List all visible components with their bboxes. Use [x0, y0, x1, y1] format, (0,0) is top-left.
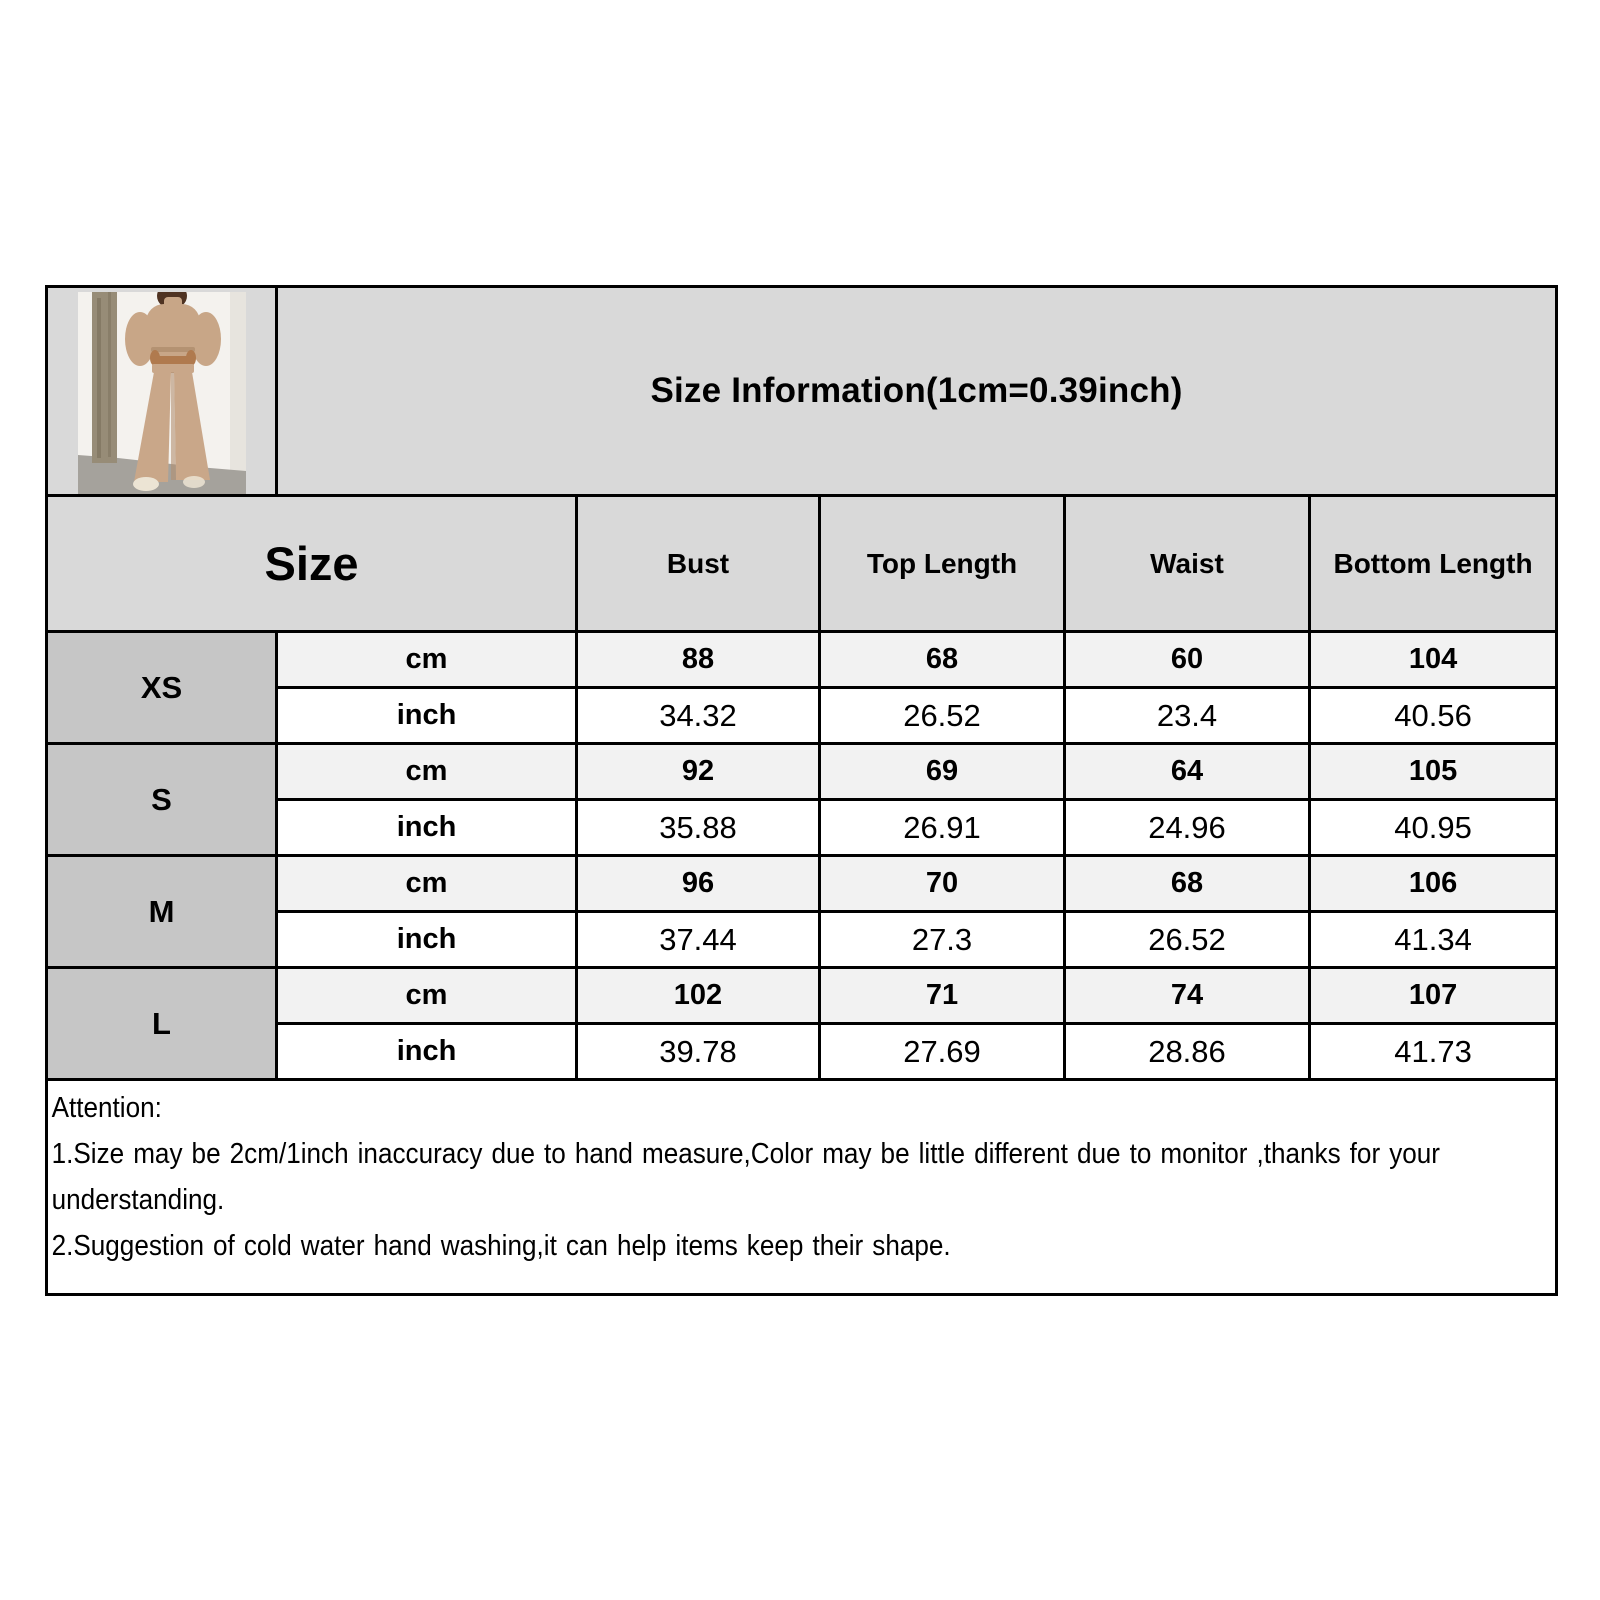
- attention-line-2: 2.Suggestion of cold water hand washing,it can help items keep their shape.: [51, 1230, 951, 1262]
- value-xs-bust-inch: 34.32: [577, 688, 820, 744]
- column-header-waist: Waist: [1065, 496, 1310, 632]
- model-left-shoe: [133, 477, 159, 491]
- size-table: [45, 285, 1558, 1296]
- column-header-row: [47, 496, 1557, 632]
- value-xs-waist-cm: 60: [1065, 632, 1310, 688]
- value-l-bust-cm: 102: [577, 968, 820, 1024]
- unit-label-inch: inch: [277, 688, 577, 744]
- table-row-l-cm: [47, 968, 1557, 1024]
- value-xs-bust-cm: 88: [577, 632, 820, 688]
- value-xs-bottom-length-cm: 104: [1310, 632, 1557, 688]
- column-header-top-length: Top Length: [820, 496, 1065, 632]
- value-xs-waist-inch: 23.4: [1065, 688, 1310, 744]
- value-s-top-length-inch: 26.91: [820, 800, 1065, 856]
- value-s-waist-inch: 24.96: [1065, 800, 1310, 856]
- photo-plank-grain: [97, 298, 101, 458]
- column-header-bust: Bust: [577, 496, 820, 632]
- size-label-m: M: [47, 856, 277, 968]
- page-title: Size Information(1cm=0.39inch): [277, 287, 1557, 496]
- unit-label-cm: cm: [277, 632, 577, 688]
- value-l-bust-inch: 39.78: [577, 1024, 820, 1080]
- size-label-xs: XS: [47, 632, 277, 744]
- value-xs-top-length-inch: 26.52: [820, 688, 1065, 744]
- value-l-waist-cm: 74: [1065, 968, 1310, 1024]
- value-m-bottom-length-inch: 41.34: [1310, 912, 1557, 968]
- photo-wall-shade: [230, 292, 246, 494]
- value-m-top-length-inch: 27.3: [820, 912, 1065, 968]
- value-s-bust-inch: 35.88: [577, 800, 820, 856]
- unit-label-inch: inch: [277, 1024, 577, 1080]
- attention-heading: Attention:: [51, 1092, 162, 1124]
- attention-cell: [47, 1080, 1557, 1295]
- value-xs-top-length-cm: 68: [820, 632, 1065, 688]
- unit-label-inch: inch: [277, 800, 577, 856]
- unit-label-inch: inch: [277, 912, 577, 968]
- attention-row: [47, 1080, 1557, 1295]
- unit-label-cm: cm: [277, 744, 577, 800]
- value-m-bust-inch: 37.44: [577, 912, 820, 968]
- table-row-xs-cm: [47, 632, 1557, 688]
- product-photo: [78, 292, 246, 494]
- value-l-waist-inch: 28.86: [1065, 1024, 1310, 1080]
- value-s-waist-cm: 64: [1065, 744, 1310, 800]
- size-label-s: S: [47, 744, 277, 856]
- table-row-s-cm: [47, 744, 1557, 800]
- value-m-bottom-length-cm: 106: [1310, 856, 1557, 912]
- value-m-waist-inch: 26.52: [1065, 912, 1310, 968]
- attention-line-1: 1.Size may be 2cm/1inch inaccuracy due to hand measure,Color may be little different due to monitor ,thanks for your understanding.: [51, 1138, 1440, 1216]
- attention-note: [48, 1081, 1557, 1269]
- value-l-top-length-cm: 71: [820, 968, 1065, 1024]
- value-l-bottom-length-cm: 107: [1310, 968, 1557, 1024]
- column-header-bottom-length: Bottom Length: [1310, 496, 1557, 632]
- value-m-top-length-cm: 70: [820, 856, 1065, 912]
- size-label-l: L: [47, 968, 277, 1080]
- value-s-bottom-length-cm: 105: [1310, 744, 1557, 800]
- value-m-bust-cm: 96: [577, 856, 820, 912]
- model-waistband: [152, 364, 194, 373]
- value-m-waist-cm: 68: [1065, 856, 1310, 912]
- photo-plank: [92, 292, 117, 463]
- size-header: Size: [47, 496, 577, 632]
- value-l-bottom-length-inch: 41.73: [1310, 1024, 1557, 1080]
- value-s-bottom-length-inch: 40.95: [1310, 800, 1557, 856]
- unit-label-cm: cm: [277, 968, 577, 1024]
- value-s-top-length-cm: 69: [820, 744, 1065, 800]
- photo-plank-grain: [108, 292, 111, 457]
- product-photo-cell: [47, 287, 277, 496]
- size-chart: [45, 285, 1558, 1296]
- value-l-top-length-inch: 27.69: [820, 1024, 1065, 1080]
- model-right-shoe: [183, 476, 205, 488]
- value-xs-bottom-length-inch: 40.56: [1310, 688, 1557, 744]
- model-right-hand: [186, 350, 196, 366]
- model-left-hand: [150, 350, 160, 366]
- value-s-bust-cm: 92: [577, 744, 820, 800]
- unit-label-cm: cm: [277, 856, 577, 912]
- table-row-m-cm: [47, 856, 1557, 912]
- header-row: [47, 287, 1557, 496]
